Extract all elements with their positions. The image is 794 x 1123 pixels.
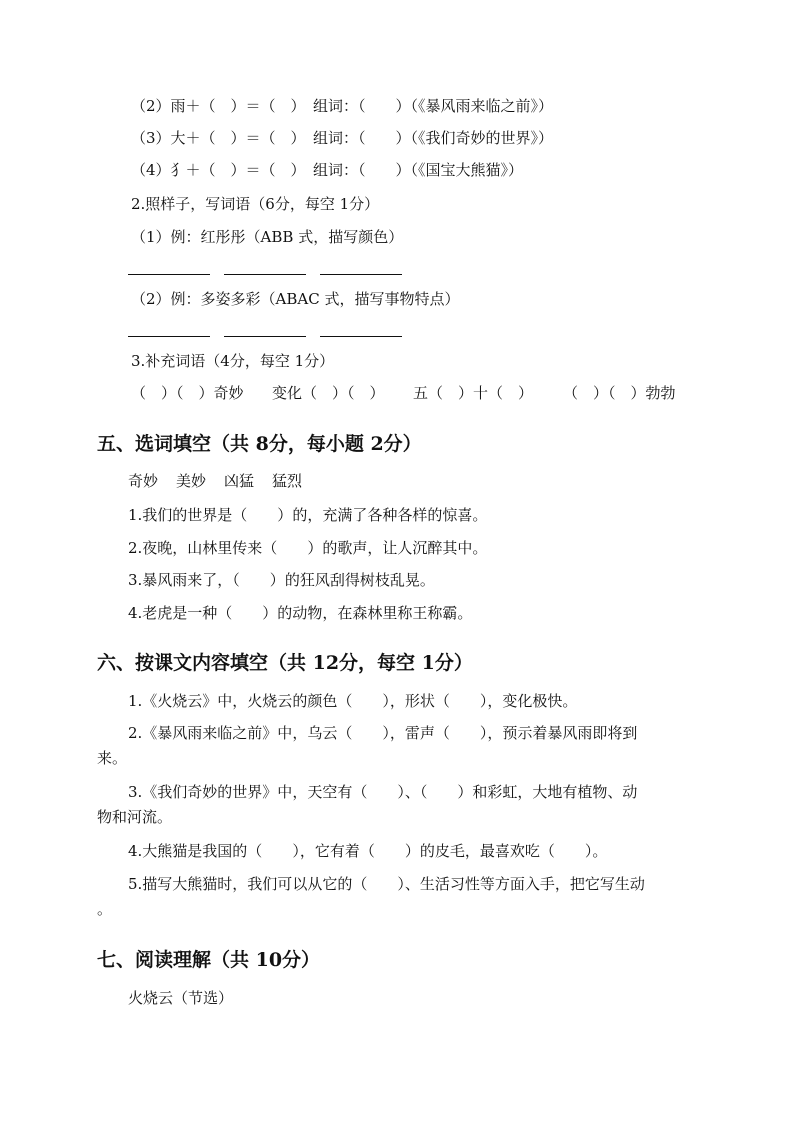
answer-line[interactable]	[128, 336, 210, 337]
question-2-title: 2.照样子，写词语（6分，每空 1分）	[131, 195, 380, 213]
section-5-heading: 五、选词填空（共 8分，每小题 2分）	[97, 433, 422, 455]
word-bank-2: 美妙	[176, 472, 207, 490]
section-6-heading: 六、按课文内容填空（共 12分，每空 1分）	[97, 652, 473, 674]
fill-item-1: 1.我们的世界是（ ）的，充满了各种各样的惊喜。	[128, 506, 488, 524]
fill-item-3: 3.暴风雨来了，（ ）的狂风刮得树枝乱晃。	[128, 571, 435, 589]
question-2-example-2: （2）例：多姿多彩（ABAC 式，描写事物特点）	[131, 290, 460, 308]
answer-line[interactable]	[224, 274, 306, 275]
answer-line[interactable]	[320, 336, 402, 337]
idiom-blank-1: （ ）（ ）奇妙	[131, 384, 244, 402]
text-fill-2-cont: 来。	[97, 749, 128, 767]
word-bank-3: 凶猛	[224, 472, 255, 490]
text-fill-5-cont: 。	[97, 900, 113, 918]
text-fill-1: 1.《火烧云》中，火烧云的颜色（ ），形状（ ），变化极快。	[128, 692, 578, 710]
fill-item-2: 2.夜晚，山林里传来（ ）的歌声，让人沉醉其中。	[128, 539, 488, 557]
word-bank-4: 猛烈	[272, 472, 303, 490]
answer-line[interactable]	[128, 274, 210, 275]
answer-line[interactable]	[224, 336, 306, 337]
passage-title: 火烧云（节选）	[128, 989, 234, 1007]
idiom-blank-4: （ ）（ ）勃勃	[563, 384, 676, 402]
radical-question-3: （3）大＋（ ）＝（ ） 组词：（ ）（《我们奇妙的世界》）	[131, 129, 554, 147]
word-bank-1: 奇妙	[128, 472, 159, 490]
text-fill-3: 3.《我们奇妙的世界》中，天空有（ ）、（ ）和彩虹，大地有植物、动	[128, 783, 638, 801]
text-fill-2: 2.《暴风雨来临之前》中，乌云（ ），雷声（ ），预示着暴风雨即将到	[128, 724, 638, 742]
question-3-title: 3.补充词语（4分，每空 1分）	[131, 352, 335, 370]
text-fill-4: 4.大熊猫是我国的（ ），它有着（ ）的皮毛，最喜欢吃（ ）。	[128, 842, 608, 860]
idiom-blank-3: 五（ ）十（ ）	[413, 384, 534, 402]
radical-question-4: （4）犭＋（ ）＝（ ） 组词：（ ）（《国宝大熊猫》）	[131, 161, 524, 179]
fill-item-4: 4.老虎是一种（ ）的动物，在森林里称王称霸。	[128, 604, 473, 622]
section-7-heading: 七、阅读理解（共 10分）	[97, 949, 321, 971]
answer-line[interactable]	[320, 274, 402, 275]
radical-question-2: （2）雨＋（ ）＝（ ） 组词：（ ）（《暴风雨来临之前》）	[131, 97, 554, 115]
text-fill-3-cont: 物和河流。	[97, 808, 173, 826]
question-2-example-1: （1）例：红彤彤（ABB 式，描写颜色）	[131, 228, 404, 246]
text-fill-5: 5.描写大熊猫时，我们可以从它的（ ）、生活习性等方面入手，把它写生动	[128, 875, 645, 893]
idiom-blank-2: 变化（ ）（ ）	[272, 384, 385, 402]
